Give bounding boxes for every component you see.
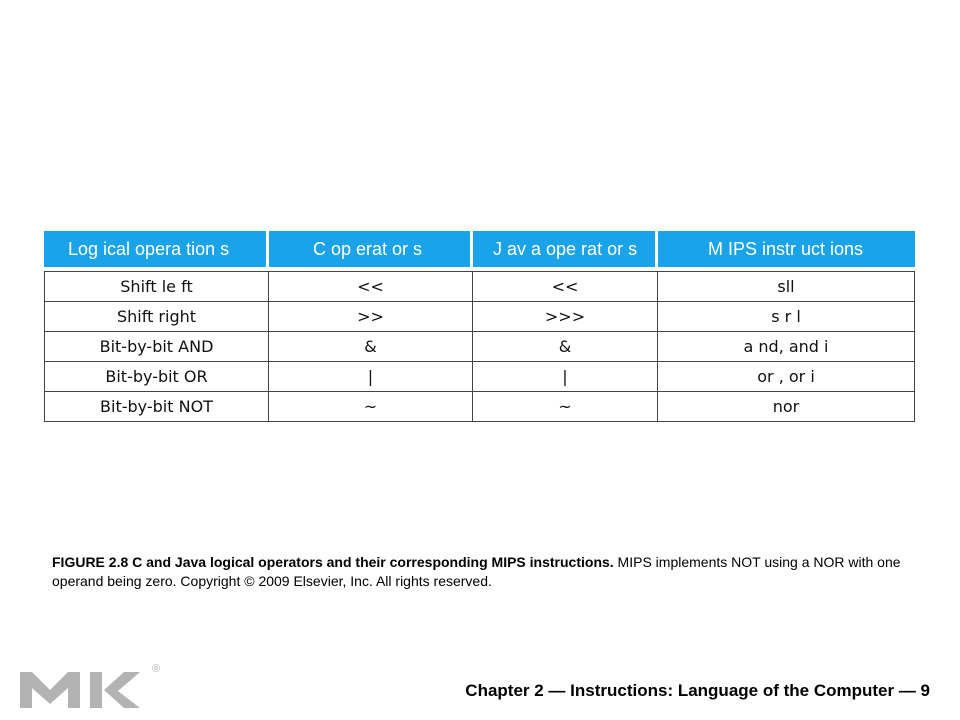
caption-title: FIGURE 2.8 C and Java logical operators and their corresponding MIPS instructions. [52, 554, 614, 570]
header-java-operators: J av a ope rat or s [473, 231, 658, 267]
cell-java-operator: ~ [473, 392, 658, 421]
cell-mips-instruction: s r l [771, 307, 801, 326]
cell-mips-instruction: sll [777, 277, 795, 296]
table-row [45, 272, 914, 302]
cell-operation: Bit-by-bit AND [45, 332, 269, 361]
table-row [45, 362, 914, 392]
table-body [44, 271, 915, 422]
cell-c-operator: ~ [269, 392, 473, 421]
cell-c-operator: | [269, 362, 473, 391]
header-logical-operations: Log ical opera tion s [44, 231, 269, 267]
operators-table [44, 231, 915, 422]
cell-mips-instruction: a nd, and i [743, 337, 829, 356]
table-header-row [44, 231, 915, 267]
cell-c-operator: >> [269, 302, 473, 331]
cell-mips-instruction: or , or i [757, 367, 815, 386]
slide-footer: Chapter 2 — Instructions: Language of the Computer — 9 [465, 681, 930, 700]
caption-text: MIPS implements NOT using a NOR with one operand being zero. Copyright © 2009 Elsevier, Inc. All rights reserved. [52, 554, 901, 589]
cell-operation: Shift le ft [45, 272, 269, 301]
cell-operation: Bit-by-bit OR [45, 362, 269, 391]
cell-c-operator: << [269, 272, 473, 301]
mk-publisher-logo [20, 660, 170, 710]
header-c-operators: C op erat or s [269, 231, 473, 267]
cell-c-operator: & [269, 332, 473, 361]
header-mips-instructions: M IPS instr uct ions [658, 231, 915, 267]
cell-java-operator: >>> [473, 302, 658, 331]
cell-operation: Shift right [45, 302, 269, 331]
table-row [45, 392, 914, 422]
cell-operation: Bit-by-bit NOT [45, 392, 269, 421]
cell-java-operator: & [473, 332, 658, 361]
cell-mips-instruction: nor [772, 397, 800, 416]
cell-java-operator: | [473, 362, 658, 391]
table-row [45, 332, 914, 362]
cell-java-operator: << [473, 272, 658, 301]
figure-caption [52, 553, 912, 591]
table-row [45, 302, 914, 332]
registered-mark: ® [152, 663, 161, 675]
